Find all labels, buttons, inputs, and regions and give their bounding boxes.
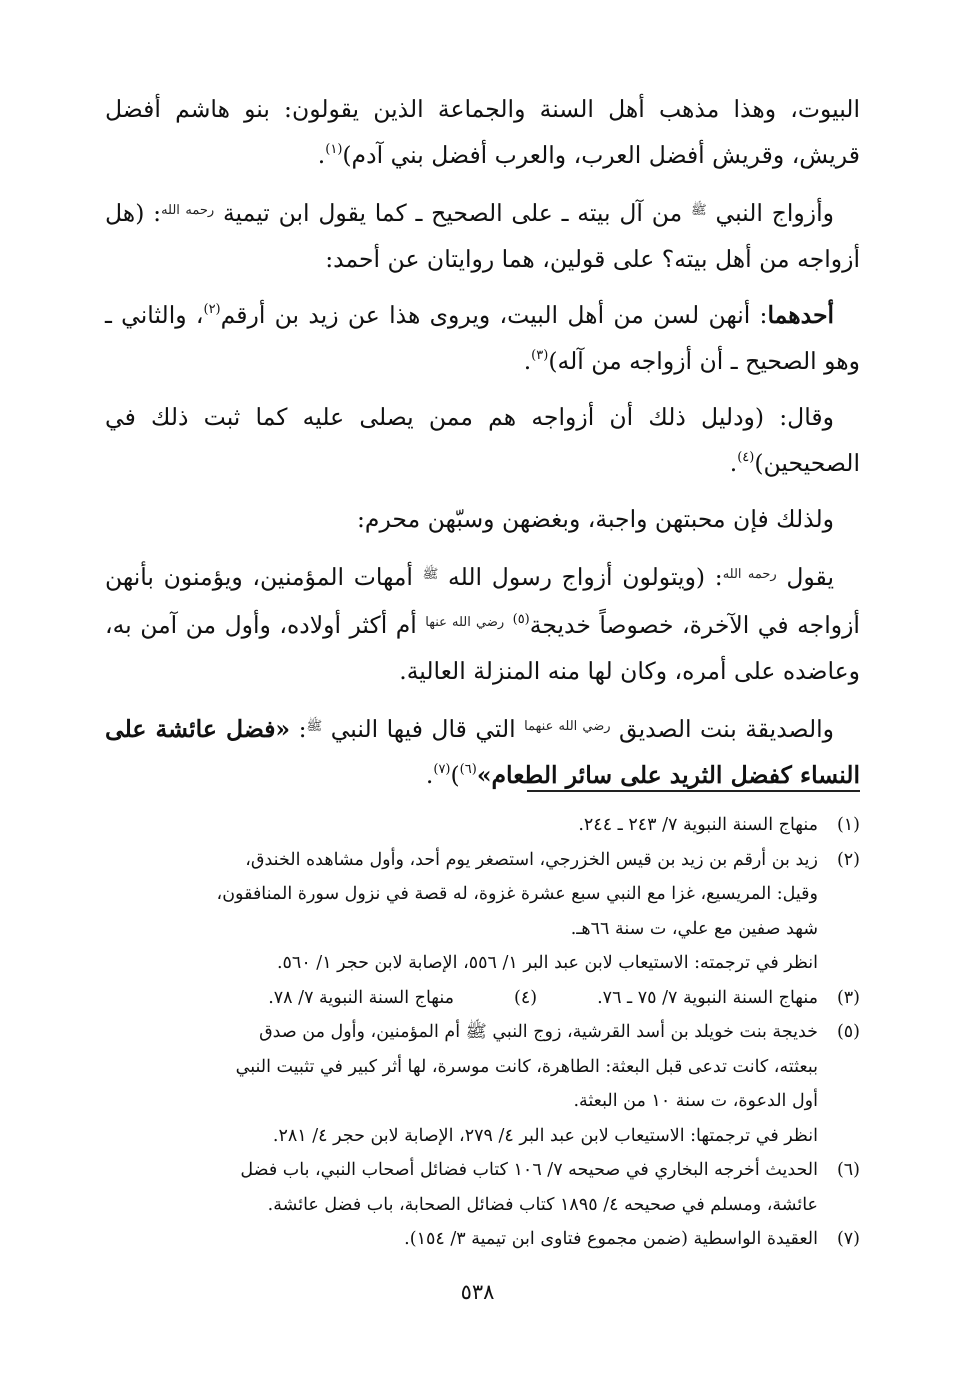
footnote-6: (٦) الحديث أخرجه البخاري في صحيحه ٧/ ١٠٦ كتاب فضائل أصحاب النبي، باب فضل عائشة، ومسلم في صحيحه ٤/ ١٨٩٥ كتاب فضائل الصحابة، باب فضل عائشة. bbox=[105, 1153, 860, 1222]
footnote-ref-5[interactable]: (٥) bbox=[512, 612, 530, 627]
hadith-quote: «فضل عائشة على النساء كفضل الثريد على سائر الطعام» bbox=[105, 715, 860, 789]
paragraph-4: وقال: (ودليل ذلك أن أزواجه هم ممن يصلى عليه كما ثبت ذلك في الصحيحين)$^{(٤)}$. bbox=[105, 403, 860, 477]
footnote-ref-1[interactable]: (١) bbox=[325, 142, 343, 157]
footnote-number: (٥) bbox=[836, 1022, 860, 1042]
footnote-2: (٢) زيد بن أرقم بن زيد بن قيس الخزرجي، استصغر يوم أحد، وأول مشاهده الخندق، وقيل: المريسيع، غزا مع النبي سبع عشرة غزوة، له قصة في نزول سورة المنافقون، شهد صفين مع علي، ت سنة ٦٦هـ. انظر في ترجمته: الاستيعاب لابن عبد البر ١/ ٥٥٦، الإصابة لابن حجر ١/ ٥٦٠. bbox=[105, 843, 860, 981]
honorific-glyph: رضي الله عنها bbox=[425, 615, 505, 630]
footnote-ref-4[interactable]: (٤) bbox=[737, 450, 755, 465]
footnote-number: (٢) bbox=[836, 849, 860, 870]
honorific-glyph: ﷺ bbox=[306, 719, 323, 734]
footnote-number: (١) bbox=[836, 815, 860, 835]
honorific-glyph: رحمه الله bbox=[722, 567, 777, 582]
footnote-ref-7[interactable]: (٧) bbox=[433, 762, 451, 777]
paragraph-1: البيوت، وهذا مذهب أهل السنة والجماعة الذين يقولون: بنو هاشم أفضل قريش، وقريش أفضل العرب، والعرب أفضل بني آدم)$^{(١)}$. bbox=[105, 95, 860, 169]
footnote-ref-2[interactable]: (٢) bbox=[203, 302, 221, 317]
footnotes bbox=[105, 808, 860, 1257]
footnote-5: (٥) خديجة بنت خويلد بن أسد القرشية، زوج النبي ﷺ أم المؤمنين، وأول من صدق ببعثته، كانت تدعى قبل البعثة: الطاهرة، كانت موسرة، لها أثر كبير في تثبيت النبي أول الدعوة، ت سنة ١٠ من البعثة. انظر في ترجمتها: الاستيعاب لابن عبد البر ٤/ ٢٧٩، الإصابة لابن حجر ٤/ ٢٨١. bbox=[105, 1015, 860, 1153]
honorific-glyph: رضي الله عنهما bbox=[524, 719, 611, 734]
paragraph-2: وأزواج النبي $^ﷺ$ من آل بيته ـ على الصحيح ـ كما يقول ابن تيمية $^{رحمه الله}$: (هل أزواجه من أهل بيته؟ على قولين، هما روايتان عن أحمد: bbox=[105, 199, 860, 273]
footnote-ref-6[interactable]: (٦) bbox=[459, 762, 477, 777]
footnote-ref-3[interactable]: (٣) bbox=[531, 348, 549, 363]
honorific-glyph: ﷺ bbox=[690, 203, 707, 218]
paragraph-7: والصديقة بنت الصديق $^{رضي الله عنهما}$ التي قال فيها النبي $^ﷺ$: «فضل عائشة على النساء كفضل الثريد على سائر الطعام»$^{(٦)}$)$^{(٧)}$. bbox=[105, 715, 860, 789]
paragraph-6: يقول $^{رحمه الله}$: (ويتولون أزواج رسول الله $^ﷺ$ أمهات المؤمنين، ويؤمنون بأنهن أزواجه في الآخرة، خصوصاً خديجة$^{(٥)}$ $^{رضي الله عنها}$ أم أكثر أولاده، وأول من آمن به، وعاضده على أمره، وكان لها منه المنزلة العالية. bbox=[105, 563, 860, 685]
footnote-7: (٧) العقيدة الواسطية (ضمن مجموع فتاوى ابن تيمية ٣/ ١٥٤). bbox=[105, 1222, 860, 1257]
bold-term: أحدهما bbox=[767, 301, 835, 329]
page-number: ٥٣٨ bbox=[460, 1280, 495, 1304]
footnote-number: (٧) bbox=[836, 1229, 860, 1249]
honorific-glyph: ﷺ bbox=[422, 567, 439, 582]
footnote-1: (١) منهاج السنة النبوية ٧/ ٢٤٣ ـ ٢٤٤. bbox=[105, 808, 860, 843]
footnote-3-4: (٣) منهاج السنة النبوية ٧/ ٧٥ ـ ٧٦. (٤) منهاج السنة النبوية ٧/ ٧٨. bbox=[105, 981, 860, 1016]
main-text bbox=[105, 86, 860, 798]
honorific-glyph: رحمه الله bbox=[161, 203, 215, 218]
footnote-number: (٣) bbox=[836, 987, 860, 1008]
footnote-number: (٦) bbox=[836, 1160, 860, 1180]
footnote-divider bbox=[527, 790, 860, 792]
footnote-number: (٤) bbox=[514, 987, 538, 1008]
paragraph-5: ولذلك فإن محبتهن واجبة، وبغضهن وسبّهن محرم: bbox=[357, 505, 834, 533]
paragraph-3: أحدهما: أنهن لسن من أهل البيت، ويروى هذا عن زيد بن أرقم$^{(٢)}$، والثاني ـ وهو الصحيح ـ أن أزواجه من آله)$^{(٣)}$. bbox=[105, 301, 860, 375]
